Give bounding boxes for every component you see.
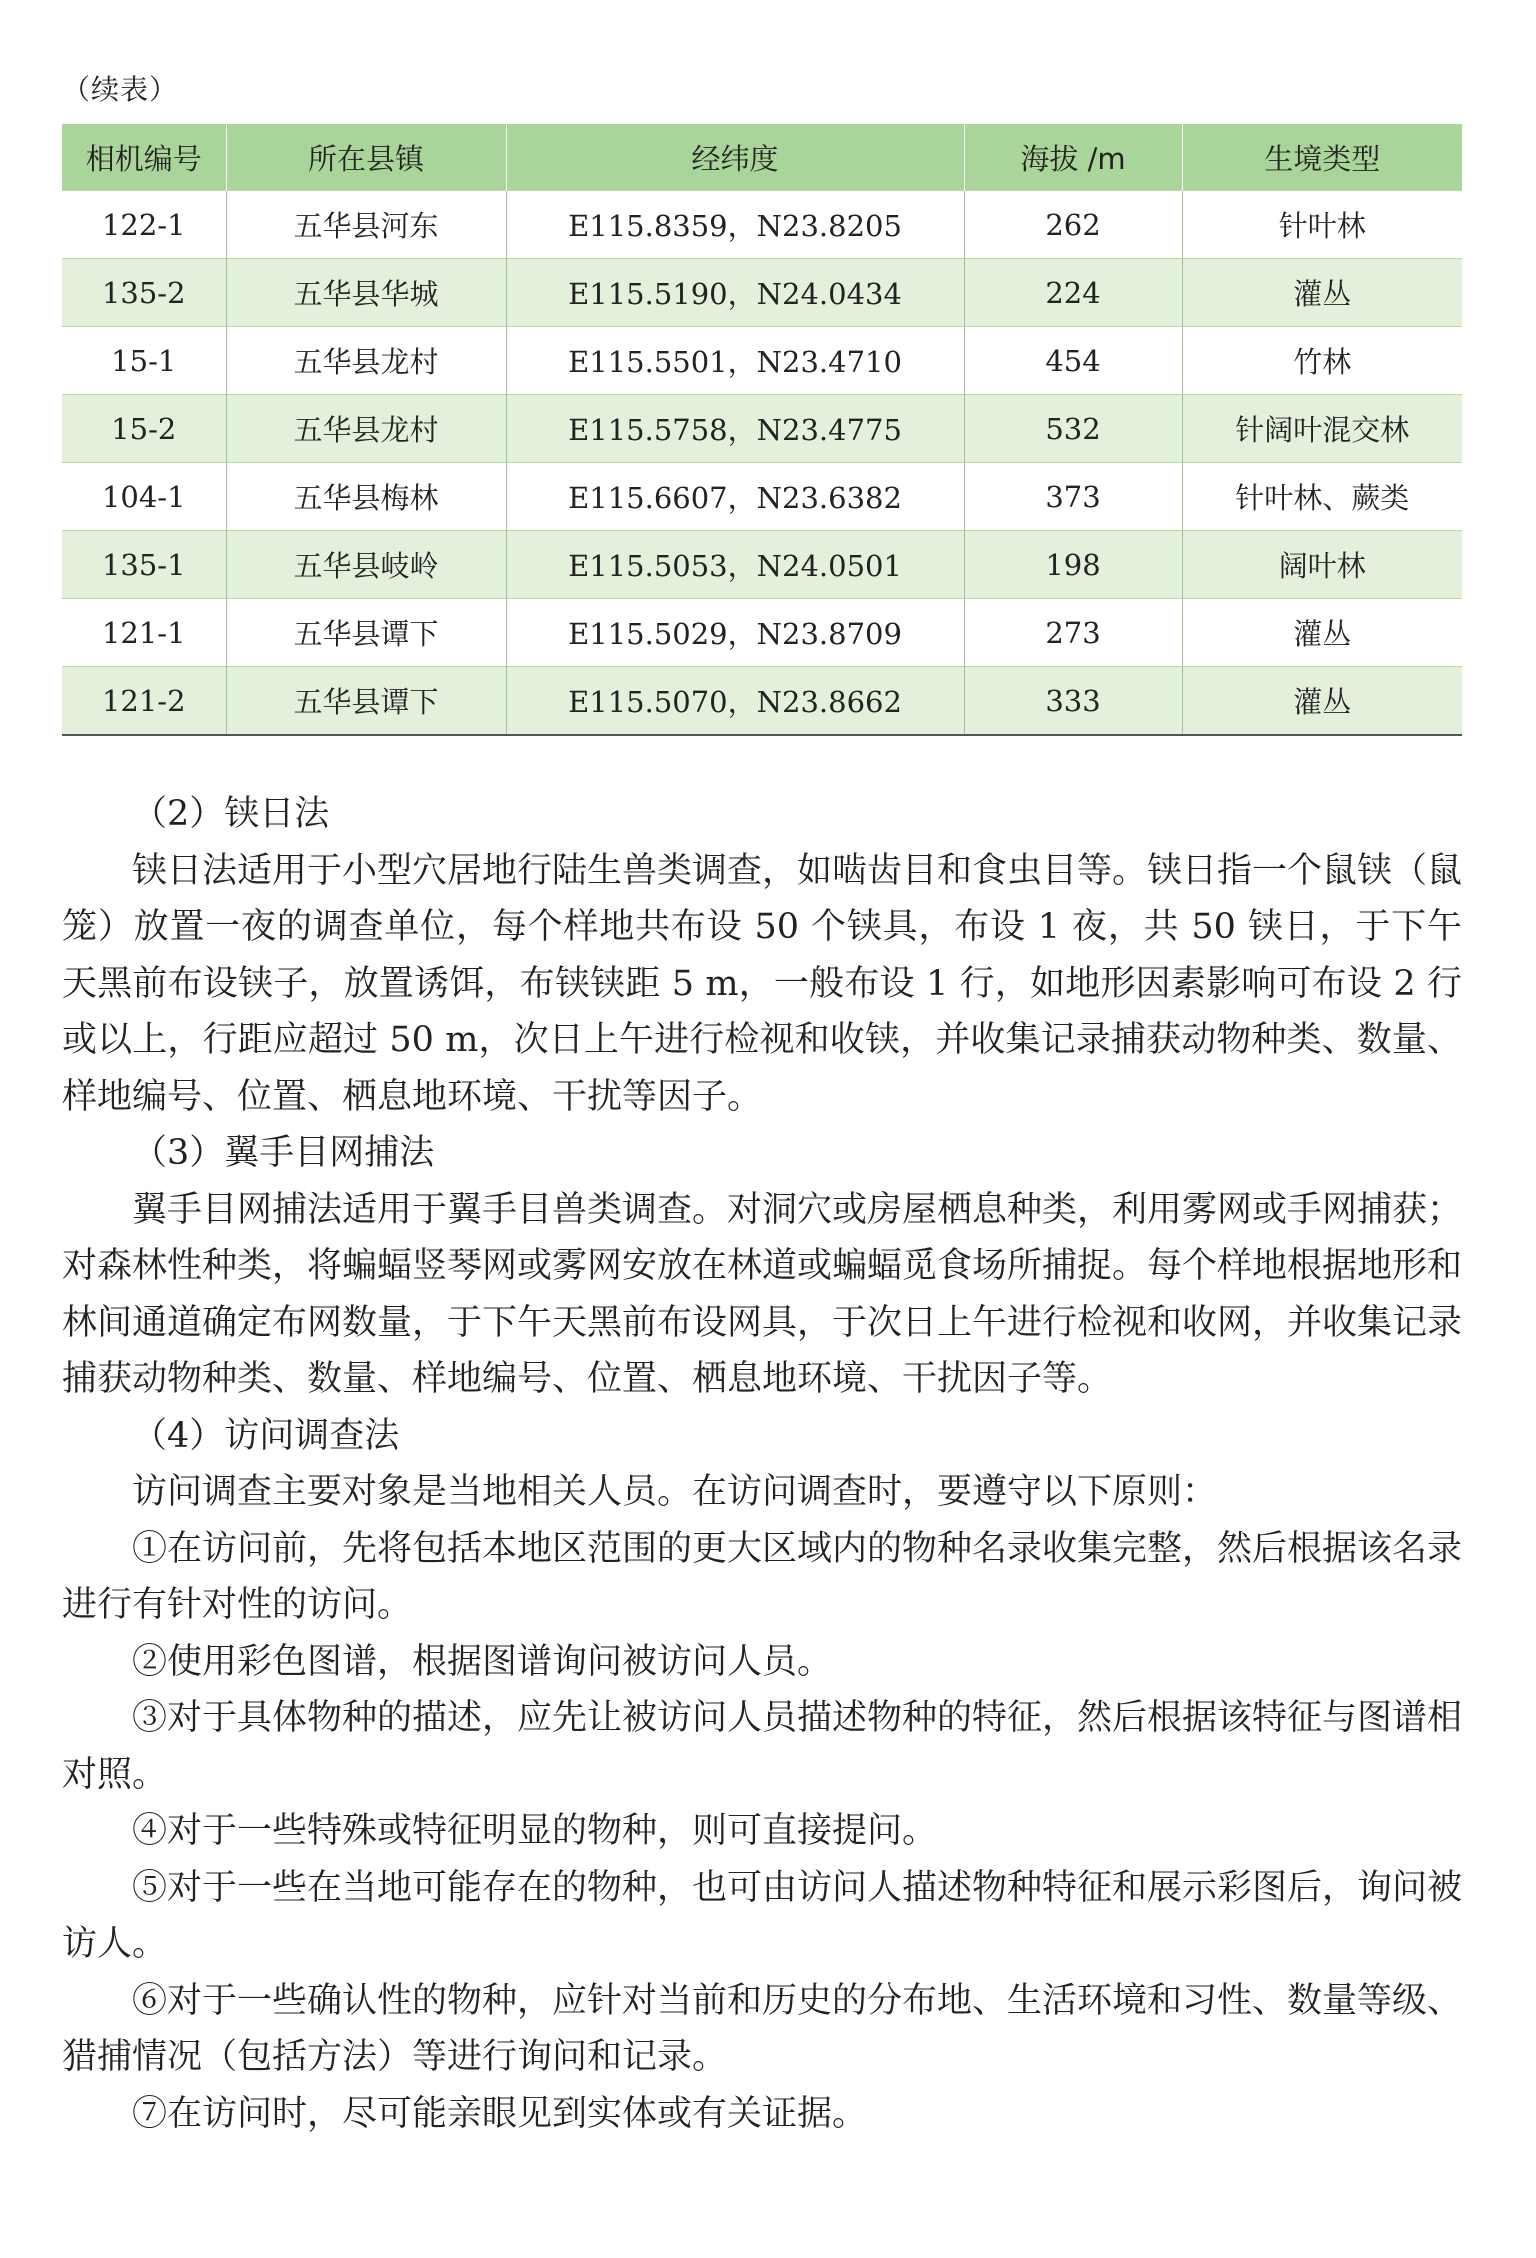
table-row — [62, 531, 1462, 599]
list-item: ③对于具体物种的描述，应先让被访问人员描述物种的特征，然后根据该特征与图谱相对照。 — [62, 1698, 1463, 1795]
cell-coordinates: E115.5758，N23.4775 — [506, 395, 964, 463]
list-item: ②使用彩色图谱，根据图谱询问被访问人员。 — [132, 1641, 833, 1682]
cell-altitude: 224 — [964, 259, 1182, 327]
table-row — [62, 599, 1462, 667]
cell-altitude: 333 — [964, 667, 1182, 736]
cell-coordinates: E115.5029，N23.8709 — [506, 599, 964, 667]
list-item: ⑦在访问时，尽可能亲眼见到实体或有关证据。 — [132, 2093, 868, 2134]
cell-camera-id: 135-2 — [62, 259, 226, 327]
table-row — [62, 667, 1462, 736]
cell-altitude: 262 — [964, 191, 1182, 259]
header-altitude: 海拔 /m — [964, 124, 1182, 191]
cell-county-town: 五华县梅林 — [226, 463, 506, 531]
cell-coordinates: E115.8359，N23.8205 — [506, 191, 964, 259]
list-item: ⑥对于一些确认性的物种，应针对当前和历史的分布地、生活环境和习性、数量等级、猎捕情况（包括方法）等进行询问和记录。 — [62, 1980, 1463, 2077]
header-habitat: 生境类型 — [1182, 124, 1462, 191]
table-row — [62, 327, 1462, 395]
section-heading-bat-netting: （3）翼手目网捕法 — [132, 1133, 435, 1173]
body-text — [62, 786, 1462, 2142]
cell-habitat: 竹林 — [1182, 327, 1462, 395]
table-row — [62, 191, 1462, 259]
cell-altitude: 532 — [964, 395, 1182, 463]
cell-habitat: 灌丛 — [1182, 667, 1462, 736]
section-heading-trap-day: （2）铗日法 — [132, 794, 330, 834]
cell-habitat: 针阔叶混交林 — [1182, 395, 1462, 463]
header-camera-id: 相机编号 — [62, 124, 226, 191]
paragraph-trap-day: 铗日法适用于小型穴居地行陆生兽类调查，如啮齿目和食虫目等。铗日指一个鼠铗（鼠笼）放置一夜的调查单位，每个样地共布设 50 个铗具，布设 1 夜，共 50 铗日，于下午天黑前布设铗子，放置诱饵，布铗铗距 5 m，一般布设 1 行，如地形因素影响可布设 2 行或以上，行距应超过 50 m，次日上午进行检视和收铗，并收集记录捕获动物种类、数量、样地编号、位置、栖息地环境、干扰等因子。 — [62, 850, 1463, 1117]
cell-camera-id: 122-1 — [62, 191, 226, 259]
cell-habitat: 针叶林、蕨类 — [1182, 463, 1462, 531]
header-coordinates: 经纬度 — [506, 124, 964, 191]
cell-altitude: 454 — [964, 327, 1182, 395]
table-header-row — [62, 124, 1462, 191]
cell-coordinates: E115.5053，N24.0501 — [506, 531, 964, 599]
list-item: ①在访问前，先将包括本地区范围的更大区域内的物种名录收集完整，然后根据该名录进行有针对性的访问。 — [62, 1528, 1463, 1625]
paragraph-interview-intro: 访问调查主要对象是当地相关人员。在访问调查时，要遵守以下原则： — [132, 1472, 1218, 1512]
cell-camera-id: 121-2 — [62, 667, 226, 736]
cell-altitude: 273 — [964, 599, 1182, 667]
cell-habitat: 灌丛 — [1182, 259, 1462, 327]
section-heading-interview: （4）访问调查法 — [132, 1415, 400, 1456]
table-caption: （续表） — [62, 73, 179, 106]
cell-county-town: 五华县岐岭 — [226, 531, 506, 599]
cell-county-town: 五华县龙村 — [226, 395, 506, 463]
table-row — [62, 395, 1462, 463]
camera-table — [62, 124, 1462, 736]
list-item: ⑤对于一些在当地可能存在的物种，也可由访问人描述物种特征和展示彩图后，询问被访人。 — [62, 1867, 1463, 1964]
cell-habitat: 灌丛 — [1182, 599, 1462, 667]
table-row — [62, 463, 1462, 531]
cell-camera-id: 121-1 — [62, 599, 226, 667]
cell-coordinates: E115.6607，N23.6382 — [506, 463, 964, 531]
cell-county-town: 五华县谭下 — [226, 667, 506, 736]
cell-county-town: 五华县龙村 — [226, 327, 506, 395]
cell-camera-id: 104-1 — [62, 463, 226, 531]
cell-county-town: 五华县华城 — [226, 259, 506, 327]
list-item: ④对于一些特殊或特征明显的物种，则可直接提问。 — [132, 1811, 938, 1851]
cell-camera-id: 15-1 — [62, 327, 226, 395]
header-county-town: 所在县镇 — [226, 124, 506, 191]
cell-altitude: 373 — [964, 463, 1182, 531]
cell-county-town: 五华县河东 — [226, 191, 506, 259]
cell-coordinates: E115.5190，N24.0434 — [506, 259, 964, 327]
table-row — [62, 259, 1462, 327]
cell-habitat: 阔叶林 — [1182, 531, 1462, 599]
cell-coordinates: E115.5501，N23.4710 — [506, 327, 964, 395]
paragraph-bat-netting: 翼手目网捕法适用于翼手目兽类调查。对洞穴或房屋栖息种类，利用雾网或手网捕获；对森林性种类，将蝙蝠竖琴网或雾网安放在林道或蝙蝠觅食场所捕捉。每个样地根据地形和林间通道确定布网数量，于下午天黑前布设网具，于次日上午进行检视和收网，并收集记录捕获动物种类、数量、样地编号、位置、栖息地环境、干扰因子等。 — [62, 1189, 1463, 1399]
cell-county-town: 五华县谭下 — [226, 599, 506, 667]
cell-camera-id: 135-1 — [62, 531, 226, 599]
cell-habitat: 针叶林 — [1182, 191, 1462, 259]
cell-camera-id: 15-2 — [62, 395, 226, 463]
cell-coordinates: E115.5070，N23.8662 — [506, 667, 964, 736]
cell-altitude: 198 — [964, 531, 1182, 599]
